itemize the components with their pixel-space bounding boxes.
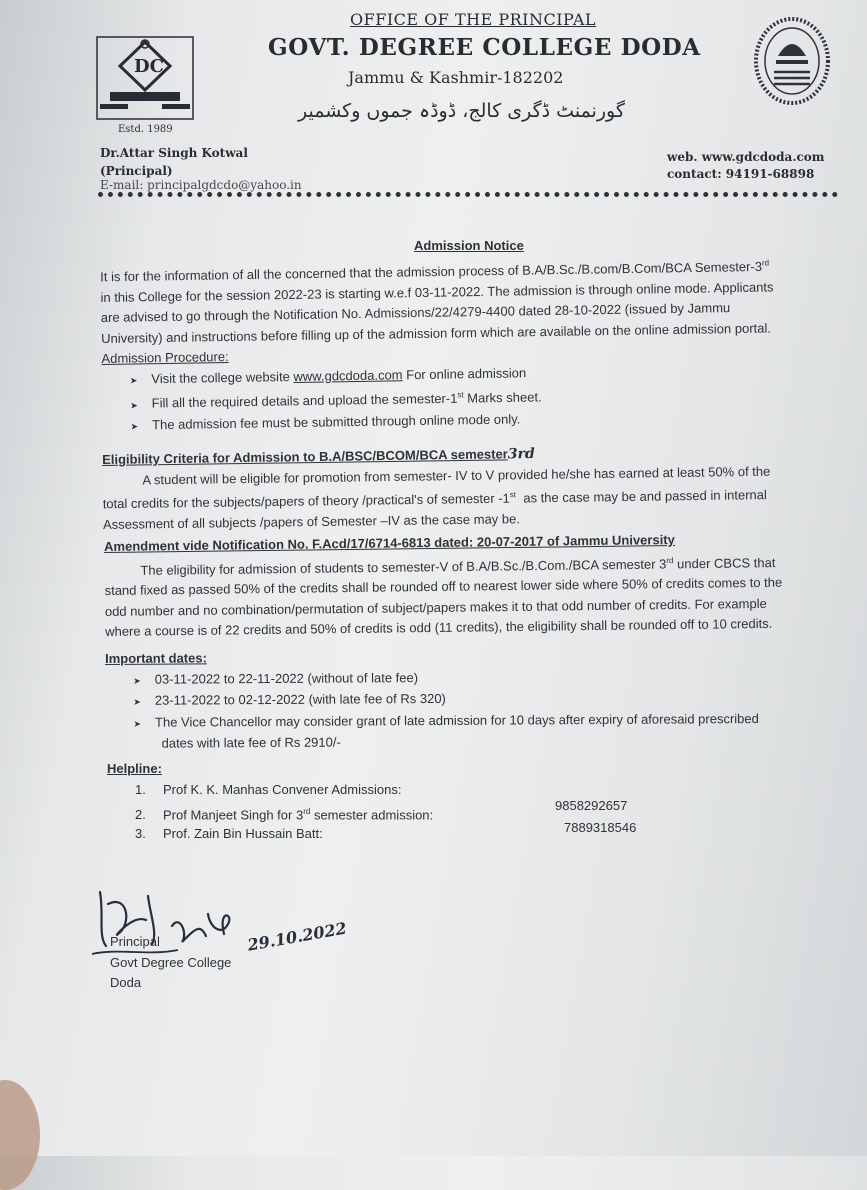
signature-place: Doda: [110, 975, 142, 990]
helpline-phone[interactable]: 9858292657: [555, 797, 628, 813]
signature-college: Govt Degree College: [110, 955, 232, 970]
procedure-item: ➤ Visit the college website www.gdcdoda.com For online admission: [129, 365, 527, 387]
helpline-heading: Helpline:: [107, 761, 162, 776]
college-website-link[interactable]: www.gdcdoda.com: [293, 367, 403, 384]
intro-line: in this College for the session 2022-23 is starting w.e.f 03-11-2022. The admission is through online mode. Applicants: [100, 279, 774, 305]
helpline-number: 2.: [135, 806, 146, 822]
eligibility-line: A student will be eligible for promotion from semester- IV to V provided he/she has earned at least 50% of the: [142, 463, 771, 487]
important-dates-section: [105, 645, 759, 754]
date-text: 23-11-2022 to 02-12-2022 (with late fee of Rs 320): [154, 690, 446, 708]
helpline-item: [107, 819, 667, 846]
signature-title: Principal: [110, 934, 160, 949]
principal-title: (Principal): [100, 164, 173, 178]
eligibility-sup: st: [509, 490, 517, 500]
signature-date: 29.10.2022: [246, 918, 348, 955]
eligibility-line: as the case may be and passed in internal: [523, 487, 767, 506]
email-text: E-mail: principalgdcdo@yahoo.in: [100, 178, 302, 192]
procedure-sup: st: [457, 390, 464, 400]
helpline-sup: rd: [303, 806, 311, 816]
dates-heading: Important dates:: [105, 650, 207, 666]
office-title: OFFICE OF THE PRINCIPAL: [350, 10, 597, 29]
date-text: The Vice Chancellor may consider grant of late admission for 10 days after expiry of aforesaid prescribed: [154, 710, 759, 730]
principal-signature: [88, 884, 258, 964]
notice-title: Admission Notice: [414, 238, 524, 253]
procedure-item: ➤ The admission fee must be submitted through online mode only.: [130, 411, 521, 433]
intro-paragraph: [100, 253, 776, 437]
header-divider: [98, 192, 838, 197]
eligibility-line: total credits for the subjects/papers of theory /practical's of semester -1: [102, 490, 510, 512]
eligibility-line: Assessment of all subjects /papers of Semester –IV as the case may be.: [102, 511, 521, 532]
principal-name: Dr.Attar Singh Kotwal: [100, 146, 248, 160]
procedure-text: Fill all the required details and upload the semester-1: [151, 391, 458, 411]
date-item: ➤ 03-11-2022 to 22-11-2022 (without of late fee): [133, 669, 419, 687]
eligibility-section: [102, 441, 771, 536]
finger-shadow: [0, 1080, 40, 1190]
amendment-sup: rd: [666, 555, 674, 565]
procedure-text: Marks sheet.: [463, 389, 542, 406]
intro-sup: rd: [761, 258, 770, 268]
procedure-text: The admission fee must be submitted through online mode only.: [151, 411, 521, 433]
helpline-contact: Prof Manjeet Singh for 3: [163, 806, 304, 822]
amendment-heading: Amendment vide Notification No. F.Acd/17/6714-6813 dated: 20-07-2017 of Jammu University: [104, 532, 675, 554]
helpline-phone[interactable]: 7889318546: [564, 819, 637, 835]
amendment-line: under CBCS that: [673, 554, 776, 571]
helpline-contact: Prof. Zain Bin Hussain Batt:: [163, 825, 323, 841]
established-year: Estd. 1989: [118, 124, 173, 135]
intro-line: University) and instructions before filling up of the admission form which are available on the online admission portal.: [101, 320, 772, 346]
amendment-section: [104, 529, 783, 643]
helpline-number: 1.: [135, 781, 146, 797]
amendment-line: The eligibility for admission of students to semester-V of B.A/B.Sc./B.Com./BCA semester 3: [140, 555, 667, 578]
intro-line: are advised to go through the Notification No. Admissions/22/4279-4400 dated 28-10-2022 (issued by Jammu: [100, 300, 731, 326]
amendment-line: odd number and no combination/permutation of subject/papers makes it to that odd number of credits. For example: [104, 595, 767, 619]
procedure-heading: Admission Procedure:: [101, 349, 229, 367]
college-name: GOVT. DEGREE COLLEGE DODA: [268, 34, 701, 61]
helpline-number: 3.: [135, 825, 146, 841]
procedure-text: Visit the college website: [151, 368, 294, 387]
date-text: dates with late fee of Rs 2910/-: [161, 734, 341, 751]
helpline-section: [107, 759, 667, 846]
amendment-line: stand fixed as passed 50% of the credits shall be rounded off to nearest lower side where 50% of credits comes to the: [104, 575, 783, 599]
college-location: Jammu & Kashmir-182202: [348, 68, 564, 87]
procedure-item: ➤ Fill all the required details and upload the semester-1st Marks sheet.: [130, 389, 542, 411]
date-item: ➤ 23-11-2022 to 02-12-2022 (with late fee of Rs 320): [133, 690, 446, 708]
amendment-line: where a course is of 22 credits and 50% of credits is odd (11 credits), the eligibility shall be rounded off to 10 credits.: [105, 616, 773, 640]
college-crest-logo: [96, 36, 194, 120]
website-text: web. www.gdcdoda.com: [667, 150, 825, 164]
helpline-contact: semester admission:: [310, 806, 434, 822]
intro-line: It is for the information of all the concerned that the admission process of B.A/B.Sc./B.com/B.Com/BCA Semester-3: [100, 258, 763, 285]
date-text: 03-11-2022 to 22-11-2022 (without of late fee): [154, 669, 419, 687]
contact-text: contact: 94191-68898: [667, 167, 815, 181]
jk-emblem-logo: [752, 16, 832, 106]
procedure-text: For online admission: [402, 365, 527, 383]
helpline-contact: Prof K. K. Manhas Convener Admissions:: [163, 781, 402, 797]
date-item: ➤ The Vice Chancellor may consider grant of late admission for 10 days after expiry of aforesaid prescribed: [133, 710, 759, 730]
handwritten-semester: 3rd: [507, 445, 535, 463]
urdu-college-name: گورنمنٹ ڈگری کالج، ڈوڈہ جموں وکشمیر: [298, 100, 625, 122]
eligibility-heading: Eligibility Criteria for Admission to B.A/BSC/BCOM/BCA semester: [102, 446, 508, 467]
svg-text:DC: DC: [134, 56, 164, 77]
